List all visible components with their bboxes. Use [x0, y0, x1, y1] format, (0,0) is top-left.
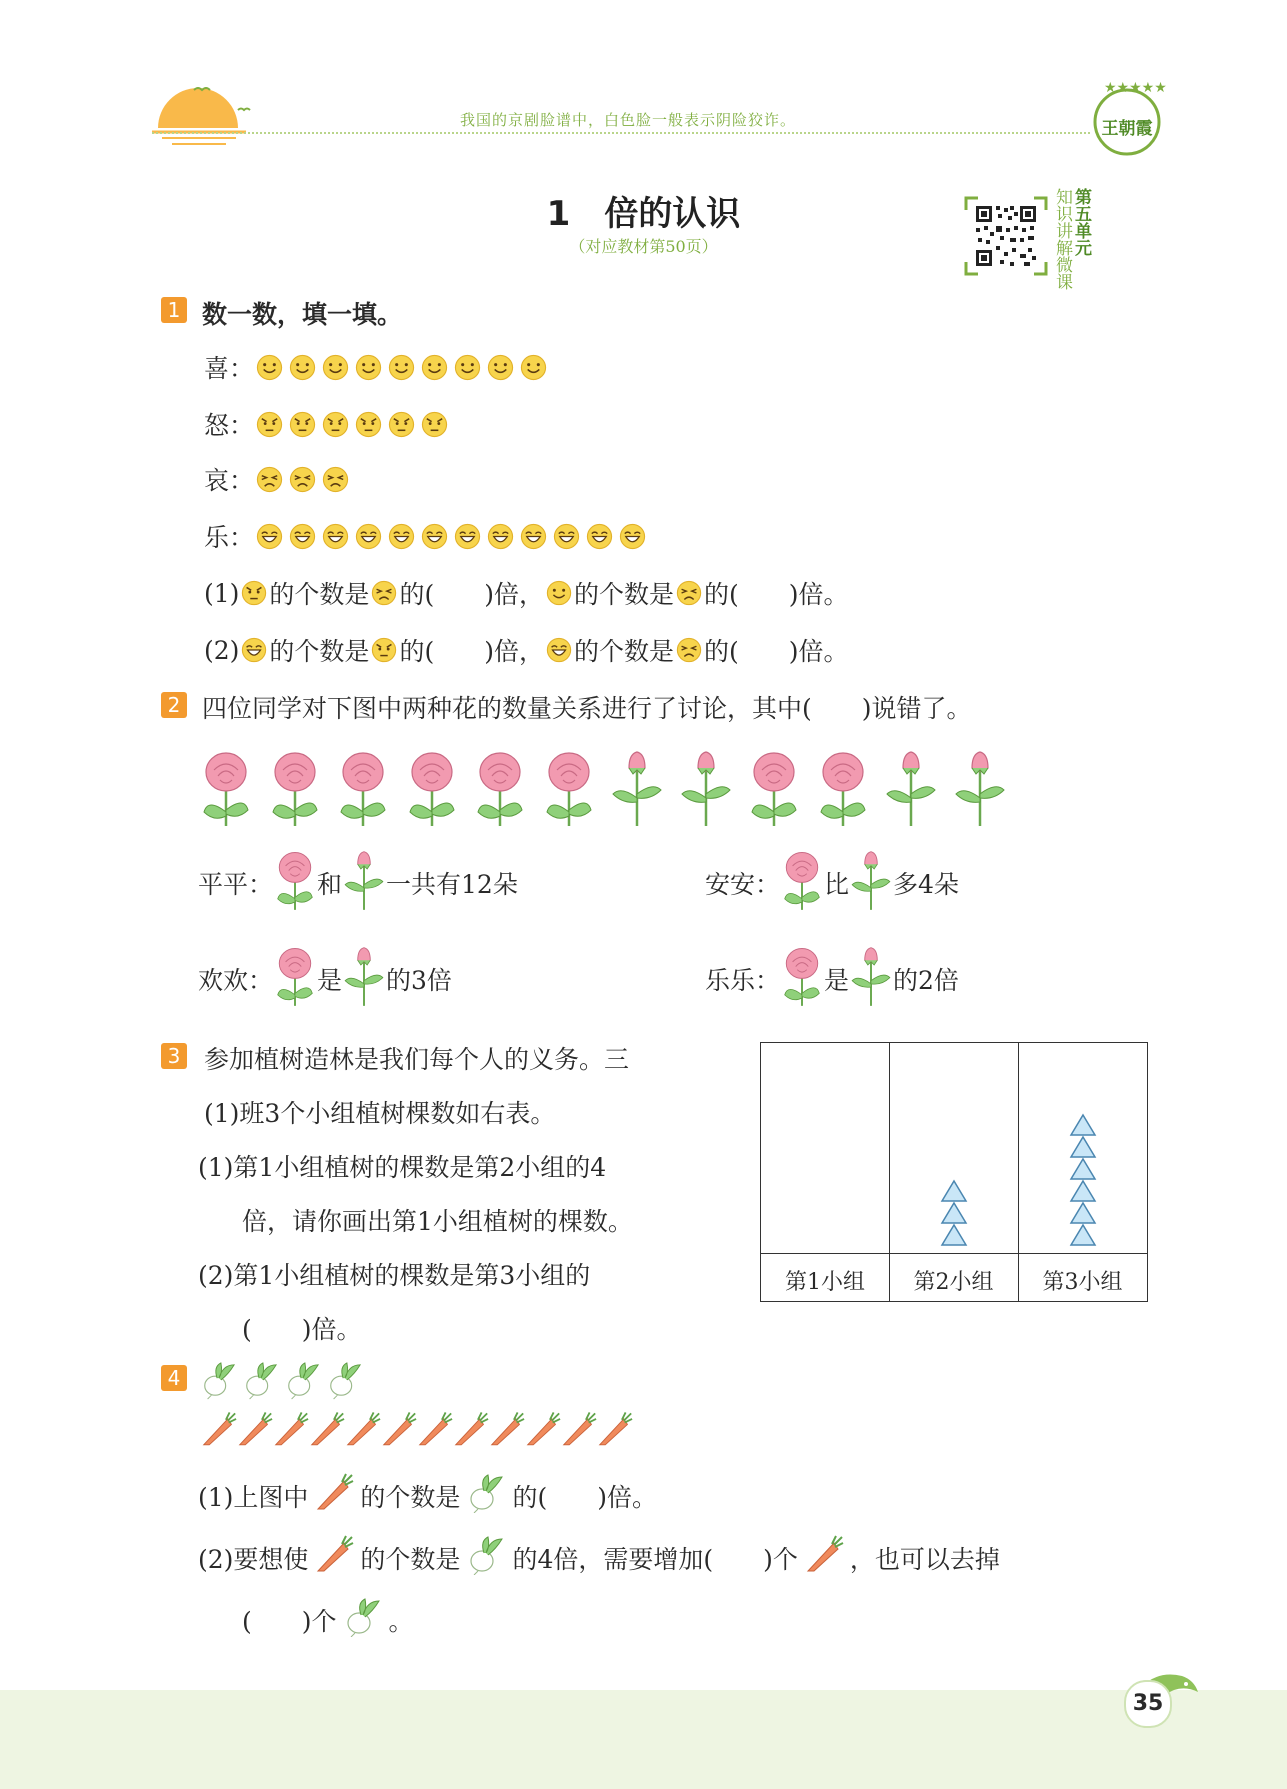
q1-part1-blank-b[interactable]: 的( )倍。	[703, 580, 849, 609]
bud-icon	[883, 748, 939, 828]
q3-answer-blank[interactable]: ( )倍。	[242, 1315, 362, 1344]
group-2-triangles	[889, 1043, 1018, 1253]
question-2-title[interactable]: 四位同学对下图中两种花的数量关系进行了讨论，其中( )说错了。	[202, 694, 972, 723]
sad-face-icon	[371, 580, 397, 606]
carrot-icon	[524, 1410, 561, 1452]
statement-name: 安安：	[705, 870, 781, 899]
statement-end: 的2倍	[893, 966, 959, 995]
q1-row-nu	[204, 407, 454, 441]
q4-part3-blank[interactable]: ( )个	[242, 1607, 337, 1636]
page-number: 35	[1124, 1680, 1172, 1728]
rose-icon	[273, 848, 317, 918]
carrot-icon	[488, 1410, 525, 1452]
q1-part1-prefix: (1)	[204, 578, 240, 608]
rose-icon	[472, 748, 528, 828]
q1-part2-text: 的个数是	[269, 637, 370, 666]
happy-face-icon	[546, 580, 572, 606]
joy-face-icon	[553, 523, 580, 550]
q4-part1-text: 的个数是	[360, 1483, 461, 1512]
carrot-icon	[452, 1410, 489, 1452]
bud-icon	[609, 748, 665, 828]
q1-row-label: 喜：	[204, 354, 255, 383]
face-group-happy	[256, 354, 553, 381]
joy-face-icon	[619, 523, 646, 550]
happy-face-icon	[322, 354, 349, 381]
question-4-number: 4	[161, 1365, 187, 1391]
group-2-label: 第2小组	[913, 1270, 994, 1295]
q3-line-2: (1)班3个小组植树棵数如右表。	[204, 1099, 556, 1128]
statement-connector: 和	[317, 870, 343, 899]
happy-face-icon	[487, 354, 514, 381]
carrot-icon	[596, 1410, 633, 1452]
carrot-icon	[200, 1410, 237, 1452]
statement-connector: 是	[824, 966, 850, 995]
q4-part2-text: (2)要想使	[198, 1545, 309, 1574]
joy-face-icon	[454, 523, 481, 550]
q1-part2-text: 的个数是	[573, 637, 674, 666]
rose-icon	[541, 748, 597, 828]
rose-icon	[815, 748, 871, 828]
statement-end: 的3倍	[386, 966, 452, 995]
q1-part1-text: 的个数是	[573, 580, 674, 609]
tree-count-table	[760, 1042, 1148, 1302]
carrot-row	[200, 1410, 632, 1452]
rose-icon	[335, 748, 391, 828]
q3-line-3: (1)第1小组植树的棵数是第2小组的4	[198, 1153, 607, 1182]
question-2-number: 2	[161, 692, 187, 718]
statement-huanhuan	[198, 944, 452, 1014]
statement-anan	[705, 848, 959, 918]
brand-logo	[1088, 78, 1166, 158]
rose-icon	[746, 748, 802, 828]
triangle-icon	[1069, 1113, 1097, 1141]
rose-icon	[267, 748, 323, 828]
angry-face-icon	[355, 411, 382, 438]
angry-face-icon	[322, 411, 349, 438]
group-1-label: 第1小组	[785, 1270, 865, 1295]
statement-name: 欢欢：	[198, 966, 274, 995]
q3-line-5: (2)第1小组植树的棵数是第3小组的	[198, 1261, 591, 1290]
happy-face-icon	[520, 354, 547, 381]
flower-row	[198, 748, 1020, 828]
q1-part1-blank-a[interactable]: 的( )倍，	[399, 580, 544, 609]
carrot-icon	[416, 1410, 453, 1452]
bud-icon	[849, 848, 893, 918]
micro-lesson-label: 知识讲解微课	[1052, 188, 1072, 290]
q4-part3	[242, 1598, 414, 1642]
radish-icon	[343, 1597, 383, 1643]
unit-label: 第五单元	[1071, 188, 1091, 256]
rose-icon	[404, 748, 460, 828]
joy-face-icon	[487, 523, 514, 550]
sad-face-icon	[256, 466, 283, 493]
question-3-number: 3	[161, 1043, 187, 1069]
joy-face-icon	[421, 523, 448, 550]
rose-icon	[198, 748, 254, 828]
group-1-drawing-area[interactable]	[761, 1043, 889, 1253]
radish-row	[200, 1360, 368, 1402]
carrot-icon	[314, 1535, 354, 1581]
carrot-icon	[344, 1410, 381, 1452]
sad-face-icon	[322, 466, 349, 493]
sad-face-icon	[676, 580, 702, 606]
q1-row-ai	[204, 462, 355, 496]
angry-face-icon	[256, 411, 283, 438]
statement-connector: 比	[824, 870, 850, 899]
radish-icon	[200, 1360, 238, 1402]
q4-part2-text: 的个数是	[360, 1545, 461, 1574]
joy-face-icon	[322, 523, 349, 550]
bud-icon	[342, 944, 386, 1014]
group-3-label: 第3小组	[1042, 1270, 1123, 1295]
bud-icon	[952, 748, 1008, 828]
q4-part1-text: (1)上图中	[198, 1483, 309, 1512]
bud-icon	[342, 848, 386, 918]
radish-icon	[466, 1473, 506, 1519]
happy-face-icon	[355, 354, 382, 381]
q1-row-label: 哀：	[204, 466, 255, 495]
joy-face-icon	[256, 523, 283, 550]
statement-lele	[705, 944, 959, 1014]
happy-face-icon	[289, 354, 316, 381]
q1-row-xi	[204, 350, 553, 384]
statement-name: 平平：	[198, 870, 274, 899]
bud-icon	[678, 748, 734, 828]
carrot-icon	[308, 1410, 345, 1452]
statement-end: 多4朵	[893, 870, 959, 899]
q1-part2-blank-a[interactable]: 的( )倍，	[399, 637, 544, 666]
qr-code-icon[interactable]	[964, 196, 1048, 276]
statement-pingping	[198, 848, 518, 918]
statement-name: 乐乐：	[705, 966, 781, 995]
angry-face-icon	[241, 580, 267, 606]
face-group-joy	[256, 523, 652, 550]
joy-face-icon	[355, 523, 382, 550]
joy-face-icon	[388, 523, 415, 550]
rose-icon	[780, 944, 824, 1014]
carrot-icon	[560, 1410, 597, 1452]
joy-face-icon	[520, 523, 547, 550]
question-1-number: 1	[161, 297, 187, 323]
radish-icon	[284, 1360, 322, 1402]
q1-row-label: 乐：	[204, 523, 255, 552]
sunset-icon	[148, 78, 258, 152]
q3-line-1: 参加植树造林是我们每个人的义务。三	[204, 1045, 630, 1074]
lesson-subtitle: （对应教材第50页）	[569, 237, 718, 256]
svg-text:★★★★★: ★★★★★	[1104, 80, 1166, 96]
radish-icon	[466, 1535, 506, 1581]
lesson-title: 1 倍的认识	[546, 194, 741, 234]
q4-part2-text: ，也可以去掉	[849, 1545, 1000, 1574]
rose-icon	[273, 944, 317, 1014]
sad-face-icon	[289, 466, 316, 493]
statement-end: 一共有12朵	[386, 870, 518, 899]
rose-icon	[780, 848, 824, 918]
group-3-triangles	[1018, 1043, 1147, 1253]
brand-logo-text: 王朝霞	[1101, 119, 1153, 139]
happy-face-icon	[421, 354, 448, 381]
header-divider	[152, 132, 1090, 134]
angry-face-icon	[371, 637, 397, 663]
happy-face-icon	[256, 354, 283, 381]
triangle-icon	[940, 1179, 968, 1207]
q1-row-le	[204, 519, 652, 553]
q3-line-4: 倍，请你画出第1小组植树的棵数。	[242, 1207, 633, 1236]
q1-part1-text: 的个数是	[269, 580, 370, 609]
carrot-icon	[236, 1410, 273, 1452]
q1-row-label: 怒：	[204, 411, 255, 440]
q4-part2-blank[interactable]: 的4倍，需要增加( )个	[512, 1545, 798, 1574]
statement-connector: 是	[317, 966, 343, 995]
joy-face-icon	[289, 523, 316, 550]
radish-icon	[242, 1360, 280, 1402]
bud-icon	[849, 944, 893, 1014]
q1-part1	[204, 576, 848, 610]
carrot-icon	[272, 1410, 309, 1452]
joy-face-icon	[586, 523, 613, 550]
question-1-title: 数一数，填一填。	[202, 300, 403, 329]
joy-face-icon	[241, 637, 267, 663]
q4-part1-blank[interactable]: 的( )倍。	[512, 1483, 657, 1512]
radish-icon	[326, 1360, 364, 1402]
sad-face-icon	[676, 637, 702, 663]
q1-part2-prefix: (2)	[204, 635, 240, 665]
carrot-icon	[804, 1535, 844, 1581]
joy-face-icon	[546, 637, 572, 663]
face-group-angry	[256, 411, 454, 438]
face-group-sad	[256, 466, 355, 493]
q4-part3-text: 。	[388, 1607, 414, 1636]
angry-face-icon	[289, 411, 316, 438]
q4-part1	[198, 1474, 657, 1518]
happy-face-icon	[388, 354, 415, 381]
carrot-icon	[380, 1410, 417, 1452]
header-tip: 我国的京剧脸谱中，白色脸一般表示阴险狡诈。	[460, 111, 797, 129]
q1-part2	[204, 633, 848, 667]
happy-face-icon	[454, 354, 481, 381]
carrot-icon	[314, 1473, 354, 1519]
angry-face-icon	[421, 411, 448, 438]
table-label-divider	[761, 1253, 1147, 1254]
angry-face-icon	[388, 411, 415, 438]
q1-part2-blank-b[interactable]: 的( )倍。	[703, 637, 849, 666]
q4-part2	[198, 1536, 1000, 1580]
footer-band	[0, 1690, 1287, 1789]
